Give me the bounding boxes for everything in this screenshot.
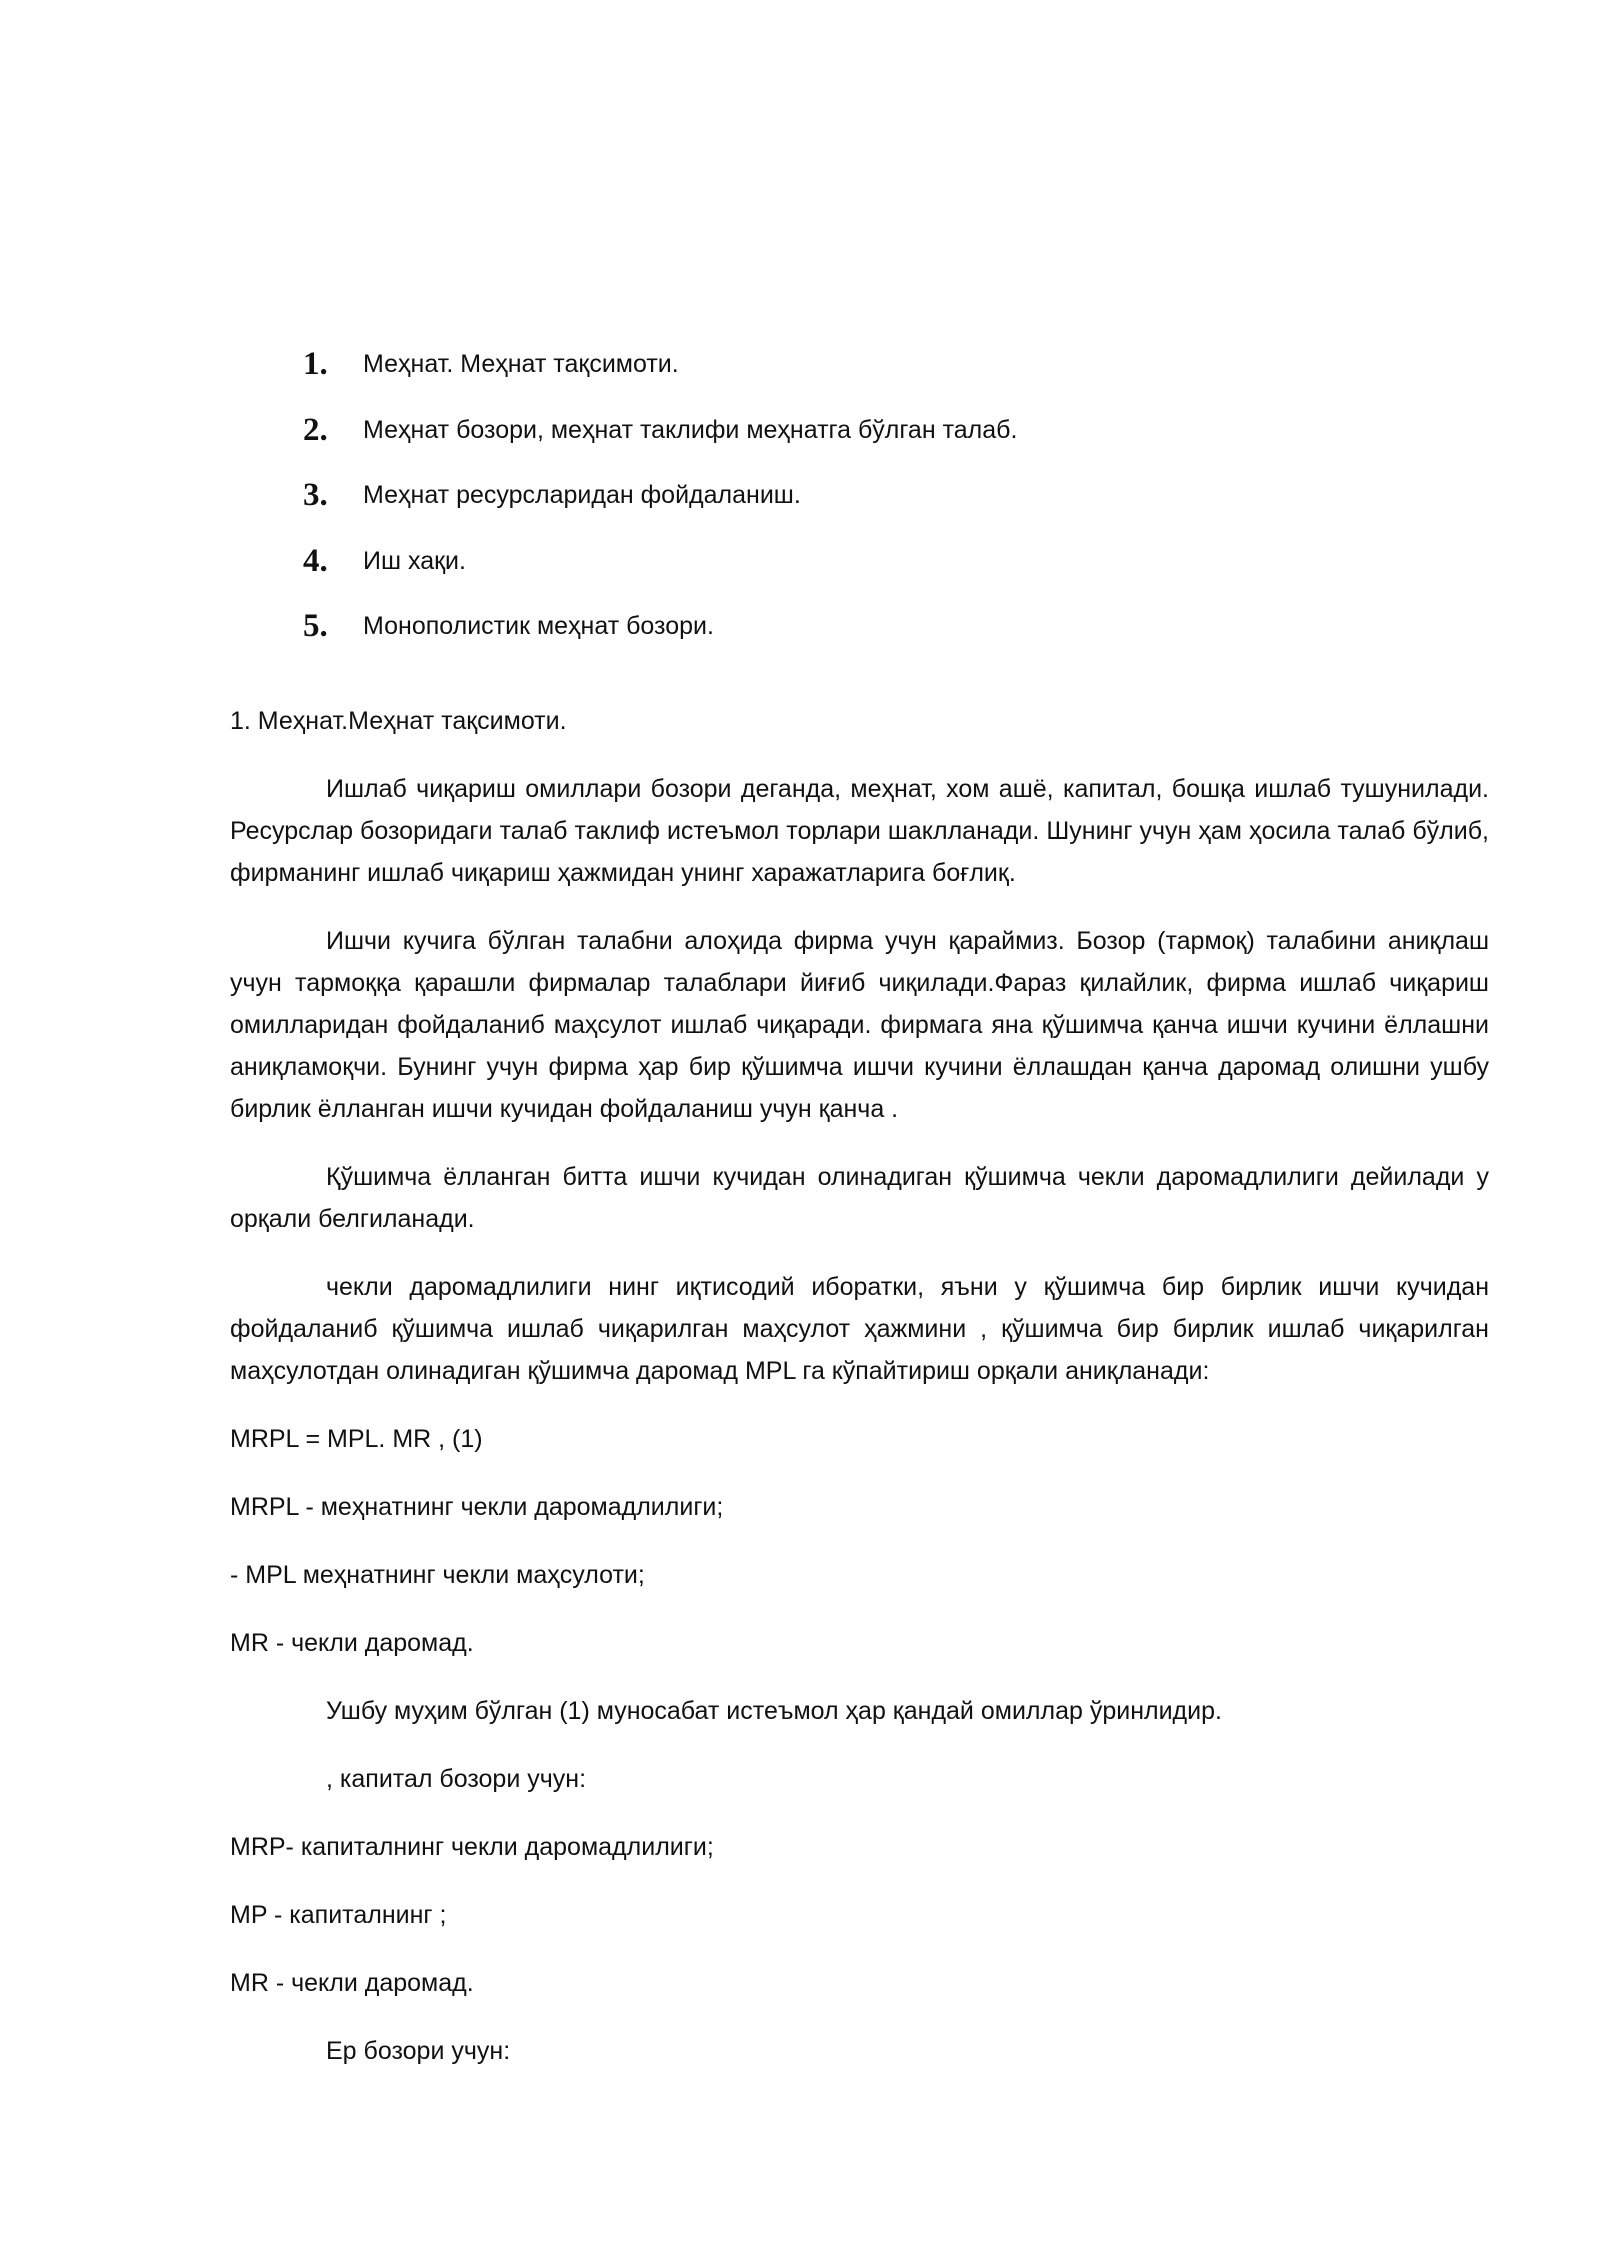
- definition-line: MR - чекли даромад.: [230, 1969, 474, 1997]
- list-number: 3.: [303, 477, 328, 514]
- list-item: [303, 594, 1403, 660]
- document-body: [230, 700, 1489, 2098]
- definition-line: MRPL - меҳнатнинг чекли даромадлилиги;: [230, 1493, 724, 1521]
- paragraph: Қўшимча ёлланган битта ишчи кучидан олинадиган қўшимча чекли даромадлилиги дейилади у орқали белгиланади.: [230, 1163, 1489, 1233]
- list-number: 4.: [303, 542, 328, 579]
- list-number: 2.: [303, 411, 328, 448]
- section-heading: 1. Меҳнат.Меҳнат тақсимоти.: [230, 707, 567, 735]
- list-text: Меҳнат бозори, меҳнат таклифи меҳнатга бўлган талаб.: [363, 415, 1018, 444]
- definition-line: MP - капиталнинг ;: [230, 1901, 447, 1929]
- list-number: 5.: [303, 608, 328, 645]
- list-item: [303, 398, 1403, 464]
- list-text: Меҳнат. Меҳнат тақсимоти.: [363, 350, 679, 379]
- note-line: Ер бозори учун:: [326, 2037, 511, 2065]
- list-item: [303, 463, 1403, 529]
- topic-list: [303, 332, 1403, 660]
- definition-line: - MPL меҳнатнинг чекли маҳсулоти;: [230, 1561, 645, 1589]
- note-line: , капитал бозори учун:: [326, 1765, 587, 1793]
- definition-line: MR - чекли даромад.: [230, 1629, 474, 1657]
- list-item: [303, 332, 1403, 398]
- list-item: [303, 529, 1403, 595]
- paragraph: Ишлаб чиқариш омиллари бозори деганда, меҳнат, хом ашё, капитал, бошқа ишлаб тушунилади. Ресурслар бозоридаги талаб таклиф истеъмол торлари шаклланади. Шунинг учун ҳам ҳосила талаб бўлиб, фирманинг ишлаб чиқариш ҳажмидан унинг харажатларига боғлиқ.: [230, 775, 1489, 887]
- note-line: Ушбу муҳим бўлган (1) муносабат истеъмол ҳар қандай омиллар ўринлидир.: [326, 1697, 1222, 1725]
- list-text: Монополистик меҳнат бозори.: [363, 612, 714, 641]
- list-text: Иш хақи.: [363, 546, 466, 575]
- definition-line: MRP- капиталнинг чекли даромадлилиги;: [230, 1833, 714, 1861]
- list-number: 1.: [303, 346, 328, 383]
- list-text: Меҳнат ресурсларидан фойдаланиш.: [363, 481, 801, 510]
- paragraph: чекли даромадлилиги нинг иқтисодий иборатки, яъни у қўшимча бир бирлик ишчи кучидан фойдаланиб қўшимча ишлаб чиқарилган маҳсулот ҳажмини , қўшимча бир бирлик ишлаб чиқарилган маҳсулотдан олинадиган қўшимча даромад MPL га кўпайтириш орқали аниқланади:: [230, 1273, 1489, 1385]
- formula: MRPL = MPL. MR , (1): [230, 1425, 483, 1453]
- paragraph: Ишчи кучига бўлган талабни алоҳида фирма учун қараймиз. Бозор (тармоқ) талабини аниқлаш учун тармоққа қарашли фирмалар талаблари йиғиб чиқилади.Фараз қилайлик, фирма ишлаб чиқариш омилларидан фойдаланиб маҳсулот ишлаб чиқаради. фирмага яна қўшимча қанча ишчи кучини ёллашни аниқламоқчи. Бунинг учун фирма ҳар бир қўшимча ишчи кучини ёллашдан қанча даромад олишни ушбу бирлик ёлланган ишчи кучидан фойдаланиш учун қанча .: [230, 927, 1489, 1123]
